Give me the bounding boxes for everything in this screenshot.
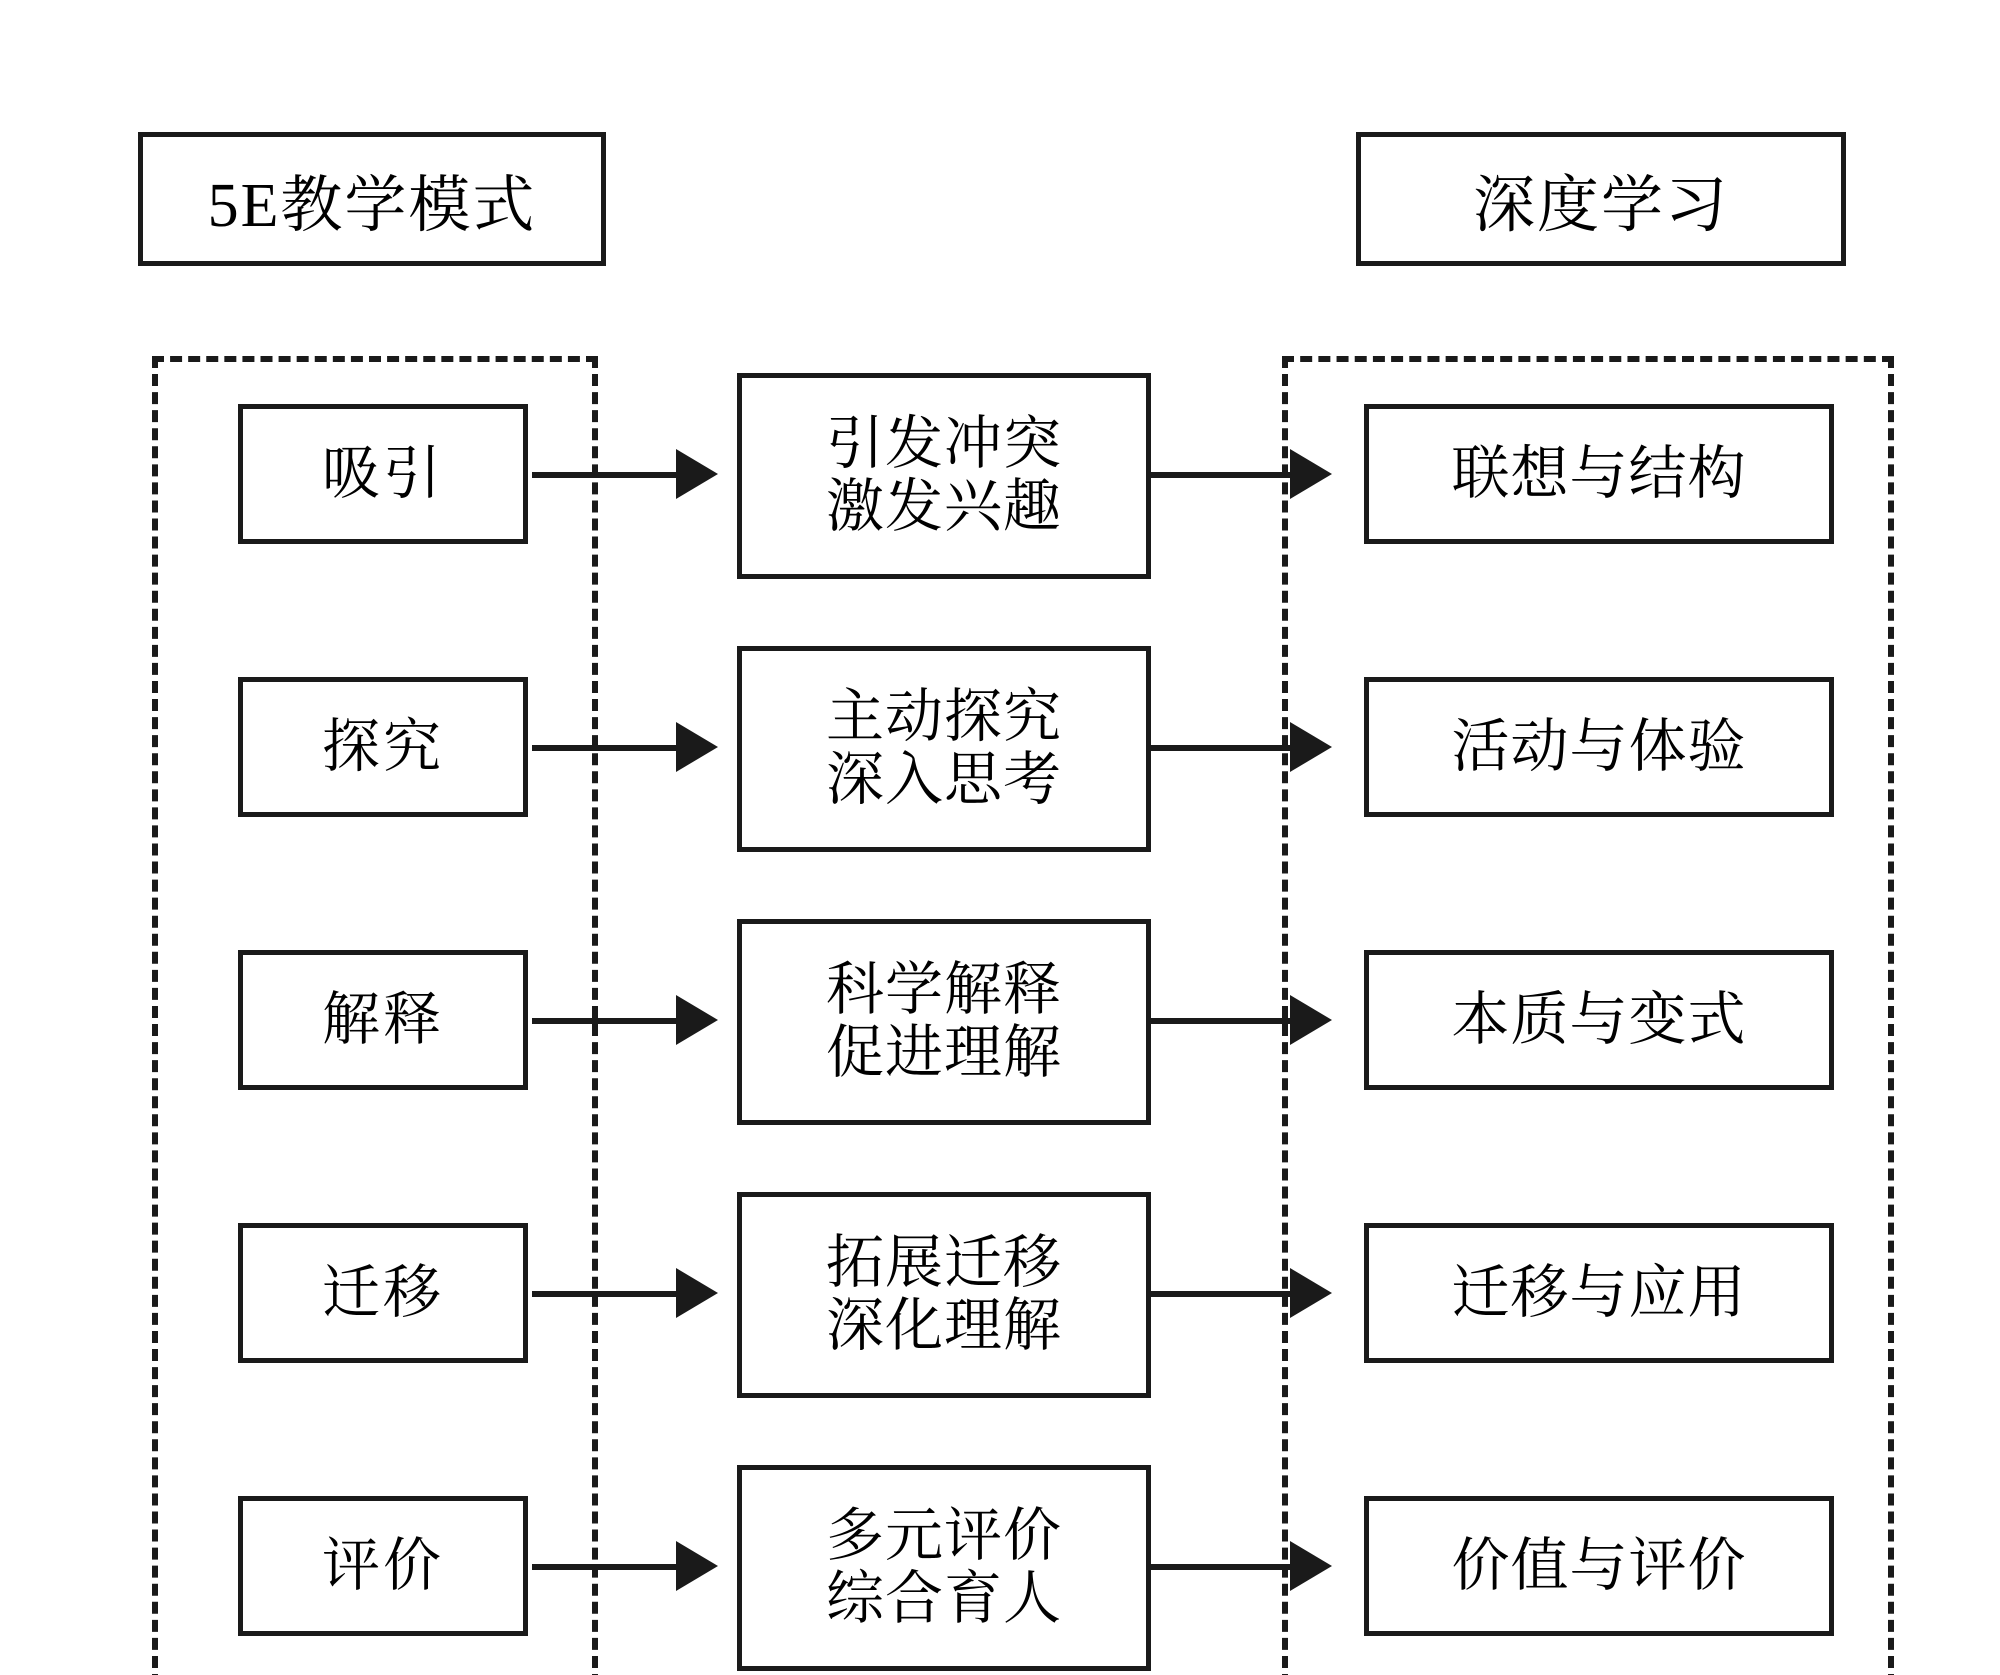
right-node-2: [1364, 677, 1834, 817]
middle-node-3-line2: 促进理解: [825, 1020, 1062, 1085]
middle-node-4-line1: 拓展迁移: [825, 1230, 1062, 1296]
left-node-1-label: 吸引: [321, 440, 444, 506]
left-header-label: 5E教学模式: [207, 171, 537, 240]
middle-node-4-line2: 深化理解: [825, 1293, 1062, 1358]
left-node-5-label: 评价: [321, 1532, 444, 1598]
left-header-box: [138, 132, 606, 266]
middle-node-1-line2: 激发兴趣: [825, 474, 1062, 539]
arrow-mid-to-right-1-head: [1290, 449, 1332, 499]
left-node-3-label: 解释: [321, 986, 444, 1052]
right-node-3: [1364, 950, 1834, 1090]
arrow-mid-to-right-3-head: [1290, 995, 1332, 1045]
middle-node-4: [737, 1192, 1151, 1398]
middle-node-3-line1: 科学解释: [825, 957, 1062, 1023]
arrow-mid-to-right-4: [1151, 1291, 1296, 1297]
left-node-4: [238, 1223, 528, 1363]
right-node-1-label: 联想与结构: [1451, 440, 1747, 506]
right-node-1: [1364, 404, 1834, 544]
arrow-mid-to-right-2: [1151, 745, 1296, 751]
right-node-5-label: 价值与评价: [1451, 1532, 1747, 1598]
arrow-mid-to-right-3: [1151, 1018, 1296, 1024]
right-node-4: [1364, 1223, 1834, 1363]
middle-node-2-line1: 主动探究: [825, 684, 1062, 750]
middle-node-2: [737, 646, 1151, 852]
arrow-left-to-mid-1: [532, 472, 682, 478]
left-node-3: [238, 950, 528, 1090]
arrow-left-to-mid-4: [532, 1291, 682, 1297]
arrow-left-to-mid-5: [532, 1564, 682, 1570]
arrow-mid-to-right-1: [1151, 472, 1296, 478]
middle-node-5-line2: 综合育人: [825, 1566, 1062, 1631]
arrow-left-to-mid-4-head: [676, 1268, 718, 1318]
left-node-2-label: 探究: [321, 713, 444, 779]
middle-node-1: [737, 373, 1151, 579]
middle-node-2-line2: 深入思考: [825, 747, 1062, 812]
arrow-left-to-mid-5-head: [676, 1541, 718, 1591]
right-node-3-label: 本质与变式: [1451, 986, 1747, 1052]
arrow-mid-to-right-5-head: [1290, 1541, 1332, 1591]
arrow-left-to-mid-1-head: [676, 449, 718, 499]
arrow-left-to-mid-2-head: [676, 722, 718, 772]
right-header-box: [1356, 132, 1846, 266]
arrow-left-to-mid-2: [532, 745, 682, 751]
arrow-mid-to-right-5: [1151, 1564, 1296, 1570]
middle-node-5: [737, 1465, 1151, 1671]
left-node-5: [238, 1496, 528, 1636]
arrow-left-to-mid-3-head: [676, 995, 718, 1045]
left-node-1: [238, 404, 528, 544]
arrow-mid-to-right-2-head: [1290, 722, 1332, 772]
arrow-left-to-mid-3: [532, 1018, 682, 1024]
left-node-2: [238, 677, 528, 817]
middle-node-5-line1: 多元评价: [825, 1503, 1062, 1569]
middle-node-3: [737, 919, 1151, 1125]
middle-node-1-line1: 引发冲突: [825, 411, 1062, 477]
arrow-mid-to-right-4-head: [1290, 1268, 1332, 1318]
right-header-label: 深度学习: [1472, 171, 1729, 240]
right-node-2-label: 活动与体验: [1451, 713, 1747, 779]
right-node-4-label: 迁移与应用: [1451, 1259, 1747, 1325]
left-node-4-label: 迁移: [321, 1259, 444, 1325]
right-node-5: [1364, 1496, 1834, 1636]
